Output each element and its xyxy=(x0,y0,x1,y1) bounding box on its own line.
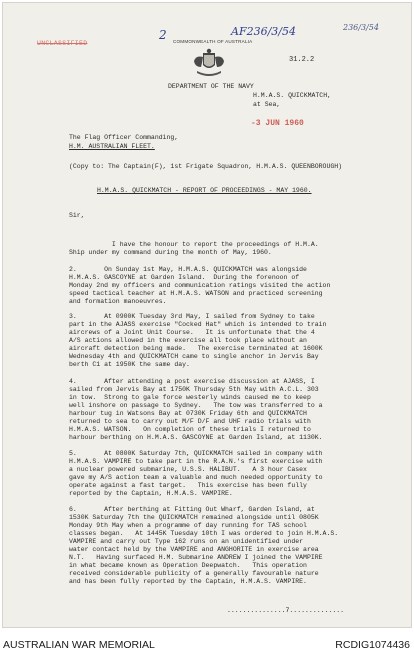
handwritten-file-ref-corner: 236/3/54 xyxy=(343,23,379,32)
paragraph-6: 6. After berthing at Fitting Out Wharf, Garden Island, at 1530K Saturday 7th the QUICKMATCH remained alongside until 0805K Monday 9th May when a programme of day running for TAS school classes began. At 1445K Tuesday 10th I was ordered to join H.M.A.S. VAMPIRE and carry out Type 162 runs on an unidentified under water contact held by the VAMPIRE and ANGHORITE in exercise area N.T. Having surfaced H.M. Submarine ANDREW I joined the VAMPIRE in what became known as Operation Deepwatch. This operation received considerable publicity of a generally favourable nature and has been fully reported by the Captain, H.M.A.S. VAMPIRE. xyxy=(69,506,339,586)
footer-institution: AUSTRALIAN WAR MEMORIAL xyxy=(3,639,155,651)
received-date-stamp: -3 JUN 1960 xyxy=(251,119,304,128)
handwritten-margin-number: 2 xyxy=(159,28,167,42)
paragraph-intro: I have the honour to report the proceedings of H.M.A. Ship under my command during the month of May, 1960. xyxy=(69,241,319,257)
addressee-line-2: H.M. AUSTRALIAN FLEET. xyxy=(69,143,155,150)
department-line: DEPARTMENT OF THE NAVY xyxy=(168,83,254,90)
location-line: at Sea, xyxy=(253,101,281,108)
archive-footer xyxy=(0,636,414,653)
paragraph-3: 3. At 0900K Tuesday 3rd May, I sailed from Sydney to take part in the AJASS exercise "Cocked Hat" which is intended to train aircrews of a Joint Unit Course. It is unfortunate that the 4 A/S actions allowed in the exercise all took place without an aircraft detection being made. The exercise terminated at 1600K Wednesday 4th and QUICKMATCH came to single anchor in Jervis Bay berth C1 at 1950K the same day. xyxy=(69,313,327,369)
subject-line: H.M.A.S. QUICKMATCH - REPORT OF PROCEEDINGS - MAY 1960. xyxy=(97,187,312,194)
continuation-marker: ...............7.............. xyxy=(227,607,345,614)
coat-of-arms-icon xyxy=(189,47,229,79)
unclassified-stamp: UNCLASSIFIED xyxy=(37,40,88,47)
footer-record-id: RCDIG1074436 xyxy=(335,639,410,651)
addressee-line-1: The Flag Officer Commanding, xyxy=(69,134,179,141)
date-code: 31.2.2 xyxy=(289,56,315,64)
crest-caption: COMMONWEALTH OF AUSTRALIA xyxy=(173,39,253,44)
paragraph-5: 5. At 0800K Saturday 7th, QUICKMATCH sailed in company with H.M.A.S. VAMPIRE to take part in the R.A.N.'s first exercise with a nuclear powered submarine, U.S.S. HALIBUT. A 3 hour Casex gave my A/S action team a valuable and much needed opportunity to operate against a fast target. This exercise has been fully reported by the Captain, H.M.A.S. VAMPIRE. xyxy=(69,450,323,498)
document-page xyxy=(2,2,412,628)
ship-line: H.M.A.S. QUICKMATCH, xyxy=(253,92,332,99)
paragraph-4: 4. After attending a post exercise discussion at AJASS, I sailed from Jervis Bay at 1750K Thursday 5th May with A.C.L. 303 in tow. Strong to gale force westerly winds caused me to keep well inshore on passage to Sydney. The tow was transferred to a harbour tug in Watsons Bay at 0730K Friday 6th and QUICKMATCH returned to sea to carry out M/F D/F and UHF radio trials with H.M.A.S. WATSON. On completion of these trials I returned to harbour berthing on H.M.A.S. GASCOYNE at Garden Island, at 1130K. xyxy=(69,378,323,442)
handwritten-file-ref: AF236/3/54 xyxy=(231,25,296,38)
paragraph-2: 2. On Sunday 1st May, H.M.A.S. QUICKMATCH was alongside H.M.A.S. GASCOYNE at Garden Island. During the forenoon of Monday 2nd my officers and communication ratings visited the action speed tactical teacher at H.M.A.S. WATSON and practiced screening and formation manoeuvres. xyxy=(69,266,331,306)
salutation: Sir, xyxy=(69,212,85,219)
copy-to-line: (Copy to: The Captain(F), 1st Frigate Squadron, H.M.A.S. QUEENBOROUGH) xyxy=(69,163,343,170)
